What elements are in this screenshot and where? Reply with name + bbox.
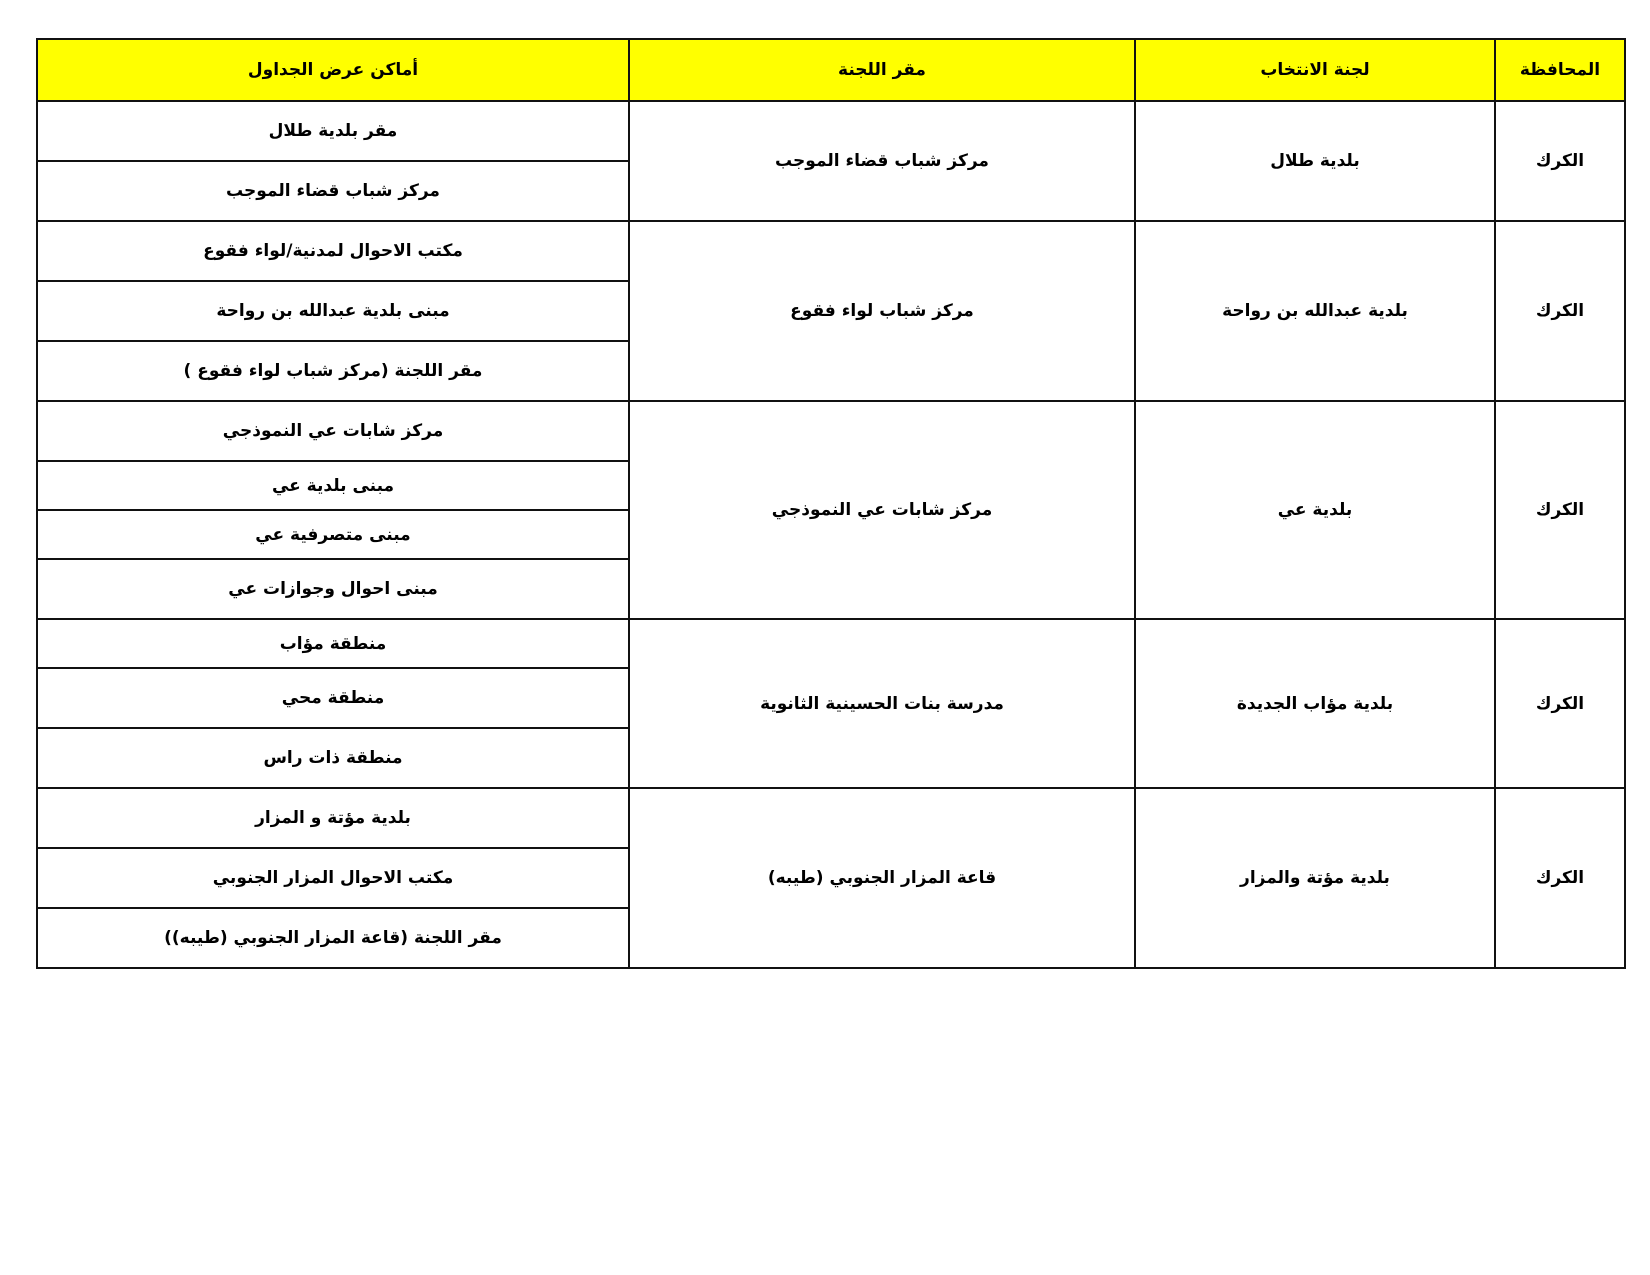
place-cell: مبنى بلدية عي	[37, 461, 629, 510]
table-row	[37, 101, 1625, 161]
governorate-cell: الكرك	[1495, 101, 1625, 221]
governorate-cell: الكرك	[1495, 788, 1625, 968]
place-cell: منطقة مؤاب	[37, 619, 629, 668]
header-committee: لجنة الانتخاب	[1135, 39, 1495, 101]
seat-cell: مركز شابات عي النموذجي	[629, 401, 1135, 619]
place-cell: منطقة محي	[37, 668, 629, 728]
place-cell: مقر بلدية طلال	[37, 101, 629, 161]
place-cell: منطقة ذات راس	[37, 728, 629, 788]
header-governorate: المحافظة	[1495, 39, 1625, 101]
table-row	[37, 221, 1625, 281]
place-cell: مقر اللجنة (مركز شباب لواء فقوع )	[37, 341, 629, 401]
place-cell: مكتب الاحوال المزار الجنوبي	[37, 848, 629, 908]
committee-cell: بلدية مؤاب الجديدة	[1135, 619, 1495, 788]
header-row	[37, 39, 1625, 101]
governorate-cell: الكرك	[1495, 221, 1625, 401]
seat-cell: مركز شباب قضاء الموجب	[629, 101, 1135, 221]
table-row	[37, 788, 1625, 848]
committee-cell: بلدية عي	[1135, 401, 1495, 619]
governorate-cell: الكرك	[1495, 401, 1625, 619]
header-seat: مقر اللجنة	[629, 39, 1135, 101]
table-row	[37, 401, 1625, 461]
place-cell: مركز شابات عي النموذجي	[37, 401, 629, 461]
governorate-cell: الكرك	[1495, 619, 1625, 788]
place-cell: مبنى متصرفية عي	[37, 510, 629, 559]
place-cell: مقر اللجنة (قاعة المزار الجنوبي (طيبه))	[37, 908, 629, 968]
table-row	[37, 619, 1625, 668]
place-cell: بلدية مؤتة و المزار	[37, 788, 629, 848]
committee-cell: بلدية عبدالله بن رواحة	[1135, 221, 1495, 401]
place-cell: مبنى بلدية عبدالله بن رواحة	[37, 281, 629, 341]
place-cell: مبنى احوال وجوازات عي	[37, 559, 629, 619]
header-places: أماكن عرض الجداول	[37, 39, 629, 101]
election-committees-table	[36, 38, 1626, 969]
place-cell: مكتب الاحوال لمدنية/لواء فقوع	[37, 221, 629, 281]
seat-cell: مركز شباب لواء فقوع	[629, 221, 1135, 401]
committee-cell: بلدية مؤتة والمزار	[1135, 788, 1495, 968]
committee-cell: بلدية طلال	[1135, 101, 1495, 221]
seat-cell: مدرسة بنات الحسينية الثانوية	[629, 619, 1135, 788]
place-cell: مركز شباب قضاء الموجب	[37, 161, 629, 221]
seat-cell: قاعة المزار الجنوبي (طيبه)	[629, 788, 1135, 968]
